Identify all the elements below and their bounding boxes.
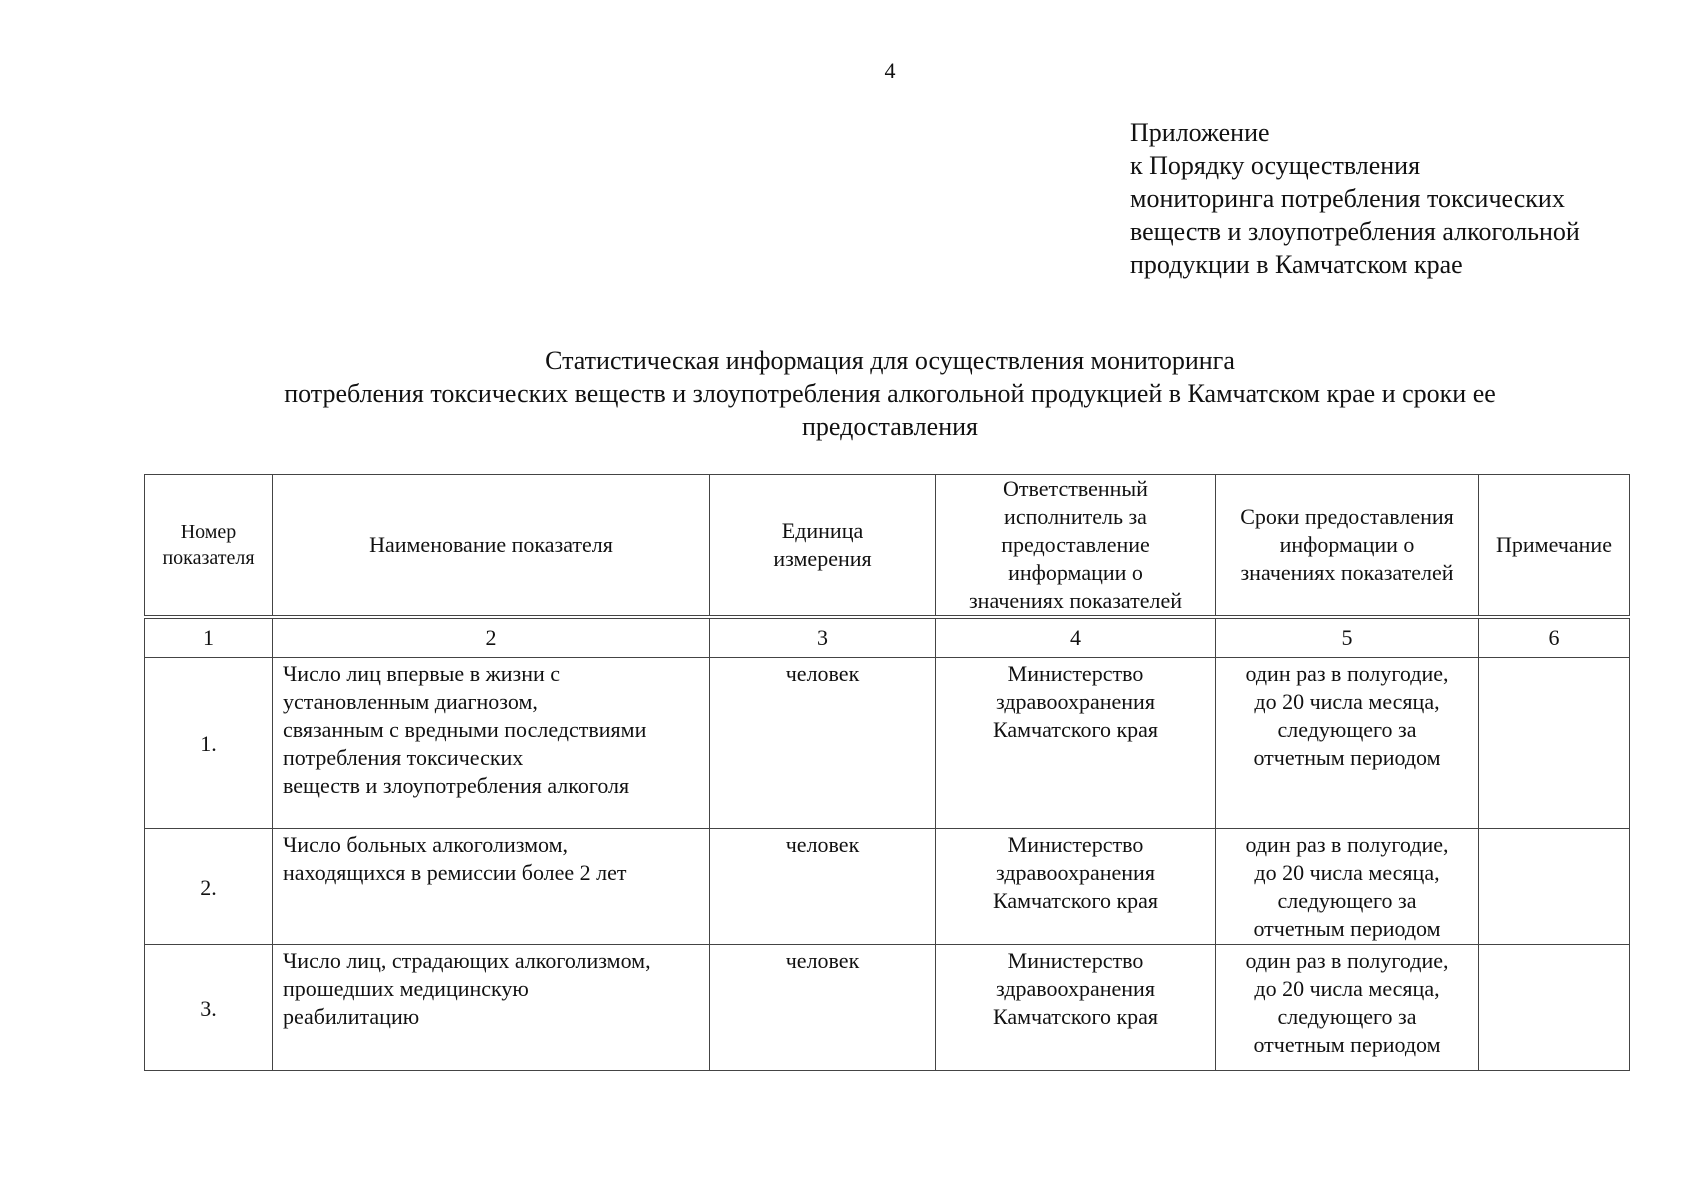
header-line: Номер [180,521,237,543]
header-line: Единица [781,518,864,543]
responsible: Министерство здравоохранения Камчатского края [936,658,1216,829]
header-cell [1216,475,1479,618]
unit: человек [710,829,936,945]
indicator-name: Число лиц, страдающих алкоголизмом, прошедших медицинскую реабилитацию [273,945,710,1071]
indicator-name: Число больных алкоголизмом, находящихся в ремиссии более 2 лет [273,829,710,945]
header-line: Сроки предоставления [1240,504,1454,529]
appendix-line: Приложение [1130,118,1270,147]
header-cell [936,475,1216,618]
unit: человек [710,945,936,1071]
table-row [145,945,1630,1071]
table-header-row [145,475,1630,618]
header-line: предоставление [1001,532,1150,557]
title-line: предоставления [802,412,978,441]
header-line: информации о [1279,532,1415,557]
header-line: Примечание [1496,532,1612,557]
row-number: 1. [145,658,273,829]
header-line: измерения [773,546,872,571]
title-line: Статистическая информация для осуществления мониторинга [545,346,1235,375]
column-number: 2 [273,617,710,658]
header-line: исполнитель за [1004,504,1147,529]
header-line: Ответственный [1003,476,1148,501]
page-number: 4 [884,58,896,83]
note [1479,945,1630,1071]
column-number: 5 [1216,617,1479,658]
unit: человек [710,658,936,829]
responsible: Министерство здравоохранения Камчатского края [936,945,1216,1071]
column-number: 3 [710,617,936,658]
header-cell [273,475,710,618]
appendix-line: мониторинга потребления токсических [1130,184,1565,213]
header-line: Наименование показателя [369,532,613,557]
document-title [0,344,1698,443]
column-number: 4 [936,617,1216,658]
appendix-line: к Порядку осуществления [1130,151,1421,180]
header-line: информации о [1008,560,1143,585]
appendix-block [1130,116,1580,281]
responsible: Министерство здравоохранения Камчатского края [936,829,1216,945]
note [1479,658,1630,829]
note [1479,829,1630,945]
header-line: значениях показателей [1240,560,1454,585]
indicator-name: Число лиц впервые в жизни с установленным диагнозом, связанным с вредными последствиями потребления токсических веществ и злоупотребления алкоголя [273,658,710,829]
title-line: потребления токсических веществ и злоупотребления алкогольной продукцией в Камчатском крае и сроки ее [284,379,1496,408]
deadline: один раз в полугодие, до 20 числа месяца, следующего за отчетным периодом [1216,658,1479,829]
deadline: один раз в полугодие, до 20 числа месяца, следующего за отчетным периодом [1216,829,1479,945]
row-number: 3. [145,945,273,1071]
header-cell [145,475,273,618]
header-line: показателя [162,547,255,569]
deadline: один раз в полугодие, до 20 числа месяца, следующего за отчетным периодом [1216,945,1479,1071]
statistics-table [144,474,1630,1071]
column-number: 6 [1479,617,1630,658]
header-line: значениях показателей [968,588,1183,613]
column-number: 1 [145,617,273,658]
column-number-row [145,617,1630,658]
header-cell [1479,475,1630,618]
appendix-line: продукции в Камчатском крае [1130,250,1463,279]
appendix-line: веществ и злоупотребления алкогольной [1130,217,1580,246]
header-cell [710,475,936,618]
table-row [145,829,1630,945]
row-number: 2. [145,829,273,945]
table-row [145,658,1630,829]
